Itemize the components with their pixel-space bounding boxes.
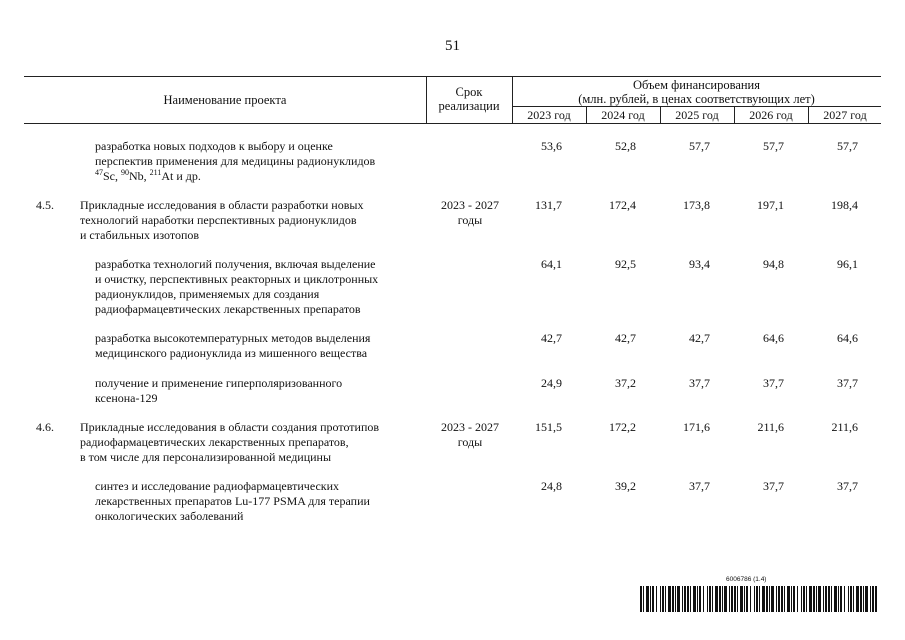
value-2023: 131,7 [535,198,562,212]
title-line: разработка новых подходов к выбору и оценке [95,139,333,153]
value-2024: 172,4 [609,198,636,212]
title-line: перспектив применения для медицины радионуклидов [95,154,376,168]
title-line: синтез и исследование радиофармацевтических [95,479,340,493]
title-line: технологий наработки перспективных радионуклидов [80,213,357,227]
title-line: разработка высокотемпературных методов выделения [95,331,371,345]
title-line: Прикладные исследования в области разработки новых [80,198,364,212]
title-line: онкологических заболеваний [95,509,244,523]
value-2024: 92,5 [615,257,636,271]
project-title [95,257,425,317]
title-line: лекарственных препаратов Lu-177 PSMA для терапии [95,494,370,508]
value-2023: 64,1 [541,257,562,271]
header-bottom-border [24,123,881,124]
term: 2023 - 2027 годы [441,198,499,227]
year-header: 2027 год [823,108,867,122]
title-line: и стабильных изотопов [80,228,200,242]
value-2025: 173,8 [683,198,710,212]
value-2025: 37,7 [689,479,710,493]
title-line: Прикладные исследования в области создания прототипов [80,420,380,434]
value-2025: 42,7 [689,331,710,345]
table-top-border [24,76,881,77]
value-2026: 37,7 [763,376,784,390]
value-2023: 42,7 [541,331,562,345]
term: 2023 - 2027 годы [441,420,499,449]
value-2026: 211,6 [757,420,784,434]
value-2027: 211,6 [831,420,858,434]
value-2024: 42,7 [615,331,636,345]
barcode-label: 6006786 (1.4) [726,576,767,583]
title-line: радионуклидов, применяемых для создания [95,287,320,301]
year-header: 2026 год [749,108,793,122]
value-2027: 64,6 [837,331,858,345]
value-2026: 57,7 [763,139,784,153]
project-title [95,139,425,184]
header-funding-2: (млн. рублей, в ценах соответствующих лет) [578,92,815,106]
title-line: радиофармацевтических лекарственных препаратов [95,302,361,316]
project-title [80,198,425,243]
title-line: в том числе для персонализированной медицины [80,450,332,464]
title-line: ксенона-129 [95,391,158,405]
title-line: и очистку, перспективных реакторных и циклотронных [95,272,379,286]
years-divider [512,106,881,107]
row-number: 4.6. [36,420,54,434]
project-title [95,479,425,524]
value-2023: 24,8 [541,479,562,493]
title-line: медицинского радионуклида из мишенного вещества [95,346,368,360]
value-2024: 37,2 [615,376,636,390]
value-2023: 151,5 [535,420,562,434]
value-2027: 198,4 [831,198,858,212]
value-2024: 172,2 [609,420,636,434]
value-2024: 52,8 [615,139,636,153]
header-funding-1: Объем финансирования [633,78,760,92]
value-2025: 93,4 [689,257,710,271]
title-line: радиофармацевтических лекарственных препаратов, [80,435,349,449]
value-2026: 64,6 [763,331,784,345]
value-2024: 39,2 [615,479,636,493]
value-2027: 57,7 [837,139,858,153]
value-2026: 37,7 [763,479,784,493]
value-2025: 37,7 [689,376,710,390]
title-line: разработка технологий получения, включая выделение [95,257,376,271]
value-2026: 94,8 [763,257,784,271]
page-number: 51 [445,38,460,54]
year-header: 2023 год [527,108,571,122]
value-2025: 57,7 [689,139,710,153]
title-line: получение и применение гиперполяризованного [95,376,343,390]
row-number: 4.5. [36,198,54,212]
header-name: Наименование проекта [163,93,287,107]
year-header: 2025 год [675,108,719,122]
value-2023: 53,6 [541,139,562,153]
project-title [80,420,425,465]
project-title [95,376,425,406]
project-title [95,331,425,361]
value-2023: 24,9 [541,376,562,390]
barcode-icon [640,586,880,612]
header-term-1: Срок [455,85,483,99]
isotope-list: $^{47}$Sc, $^{90}$Nb, $^{211}$At и др. [95,168,201,183]
header-term-2: реализации [438,99,500,113]
value-2027: 96,1 [837,257,858,271]
year-header: 2024 год [601,108,645,122]
value-2027: 37,7 [837,376,858,390]
value-2027: 37,7 [837,479,858,493]
value-2026: 197,1 [757,198,784,212]
value-2025: 171,6 [683,420,710,434]
